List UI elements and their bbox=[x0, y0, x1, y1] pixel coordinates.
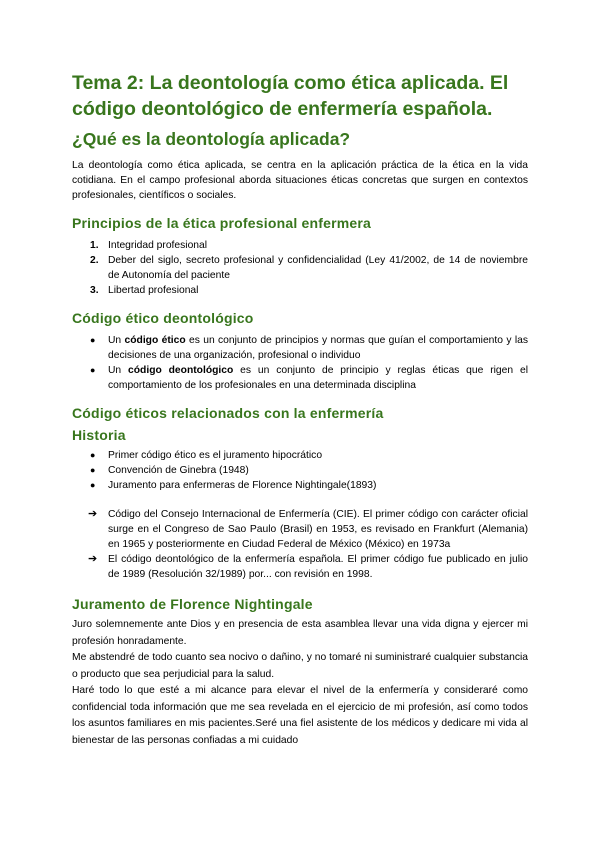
document-page bbox=[72, 70, 528, 749]
bullet-icon: ● bbox=[90, 365, 96, 375]
list-number: 3. bbox=[90, 285, 99, 296]
juramento-section bbox=[72, 595, 528, 749]
list-number: 2. bbox=[90, 255, 99, 266]
codigos-arrow-list bbox=[72, 507, 528, 582]
juramento-paragraph: Haré todo lo que esté a mi alcance para elevar el nivel de la enfermería y consideraré como confidencial toda información que me sea revelada en el ejercicio de mi profesión, así como todos los asuntos familiares en mis pacientes.Seré una fiel asistente de los médicos y dedicare mi vida al bienestar de las personas confiadas a mi cuidado bbox=[72, 685, 528, 746]
bold-term: código ético bbox=[124, 335, 186, 346]
bold-term: código deontológico bbox=[128, 365, 234, 376]
codigo-heading: Código ético deontológico bbox=[72, 310, 254, 326]
intro-paragraph: La deontología como ética aplicada, se centra en la aplicación práctica de la ética en la vida cotidiana. En el campo profesional aborda situaciones éticas concretas que surgen en contextos profesionales, científicos o sociales. bbox=[72, 160, 528, 201]
juramento-heading: Juramento de Florence Nightingale bbox=[72, 596, 313, 612]
codigo-section bbox=[72, 309, 528, 393]
relacionados-section bbox=[72, 404, 528, 582]
list-item-text: Libertad profesional bbox=[108, 285, 199, 296]
principios-list bbox=[72, 238, 528, 298]
document-title: Tema 2: La deontología como ética aplicada. El código deontológico de enfermería española. bbox=[72, 72, 509, 120]
bullet-icon: ● bbox=[90, 450, 96, 460]
juramento-paragraph: Me abstendré de todo cuanto sea nocivo o dañino, y no tomaré ni suministraré cualquier substancia o producto que sea perjudicial para la salud. bbox=[72, 652, 528, 680]
list-number: 1. bbox=[90, 240, 99, 251]
codigo-list bbox=[72, 333, 528, 393]
list-item: ● Convención de Ginebra (1948) bbox=[90, 465, 249, 476]
principios-heading: Principios de la ética profesional enfermera bbox=[72, 215, 372, 231]
list-item-text: Deber del siglo, secreto profesional y confidencialidad (Ley 41/2002, de 14 de noviembre de Autonomía del paciente bbox=[108, 255, 528, 281]
principios-section bbox=[72, 214, 528, 298]
arrow-right-icon: ➔ bbox=[88, 553, 98, 565]
list-item bbox=[72, 253, 528, 283]
bullet-icon: ● bbox=[90, 465, 96, 475]
bullet-icon: ● bbox=[90, 480, 96, 490]
bullet-icon: ● bbox=[90, 335, 96, 345]
list-item: ➔ El código deontológico de la enfermería española. El primer código fue publicado en julio de 1989 (Resolución 32/1989) por... con revisión en 1998. bbox=[88, 553, 528, 580]
list-item: ● Juramento para enfermeras de Florence Nightingale(1893) bbox=[90, 480, 377, 491]
juramento-paragraph: Juro solemnemente ante Dios y en presencia de esta asamblea llevar una vida digna y ejercer mi profesión honradamente. bbox=[72, 619, 528, 647]
list-item: ● Primer código ético es el juramento hipocrático bbox=[90, 450, 323, 461]
list-item bbox=[72, 238, 528, 253]
list-item: ● Un código deontológico es un conjunto de principio y reglas éticas que rigen el comportamiento de los profesionales en una determinada disciplina bbox=[90, 365, 528, 391]
list-item-text: Integridad profesional bbox=[108, 240, 208, 251]
historia-heading: Historia bbox=[72, 427, 126, 443]
list-item: ➔ Código del Consejo Internacional de Enfermería (CIE). El primer código con carácter oficial surge en el Congreso de Sao Paulo (Brasil) en 1953, es revisado en Frankfurt (Alemania) en 1965 y posteriormente en Ciudad Federal de México (México) en 1973a bbox=[88, 508, 528, 550]
section-heading-deontologia-aplicada: ¿Qué es la deontología aplicada? bbox=[72, 129, 351, 149]
arrow-right-icon: ➔ bbox=[88, 508, 98, 520]
list-item bbox=[72, 283, 528, 298]
list-item: ● Un código ético es un conjunto de principios y normas que guían el comportamiento y las decisiones de una organización, profesional o individuo bbox=[90, 335, 529, 361]
relacionados-heading: Código éticos relacionados con la enfermería bbox=[72, 405, 384, 421]
historia-list bbox=[72, 448, 528, 493]
